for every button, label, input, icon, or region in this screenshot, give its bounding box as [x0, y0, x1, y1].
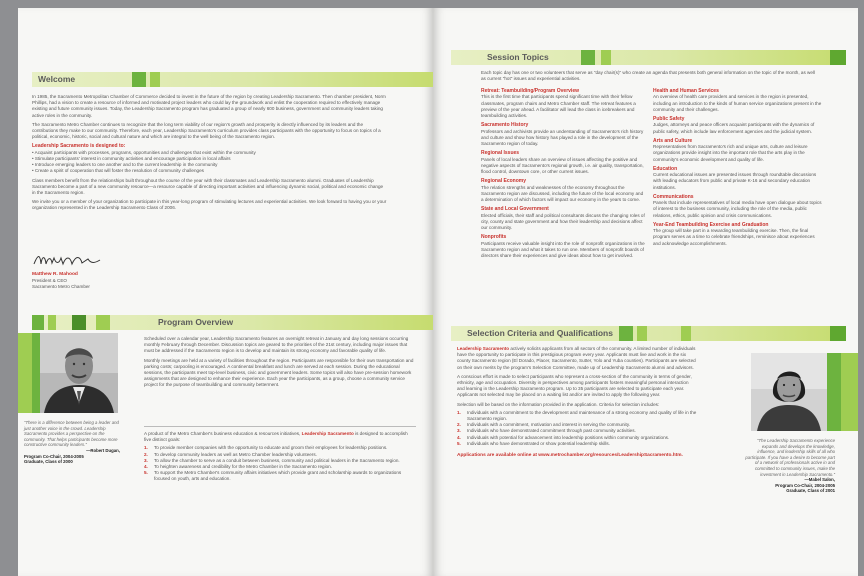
left-page	[18, 8, 433, 576]
program-header-bar	[32, 315, 433, 330]
program-goals	[144, 431, 416, 483]
criteria-text: Individuals who have demonstrated or show potential leadership skills.	[467, 440, 610, 446]
robert-dugan-photo	[40, 333, 118, 413]
goal-text: To support the Metro Chamber's community affairs initiatives which provide grant and scholarship awards to organizations focused on youth, arts and education.	[154, 470, 402, 482]
goal-text: To allow the chamber to serve as a conduit between business, community and political leaders in the Sacramento region.	[154, 457, 400, 463]
topic-text: The relation strengths and weaknesses of the economy throughout the Sacramento region are discussed, including the future of the local economy and a determination of which factors will impact our economy in the years to come.	[481, 184, 644, 203]
topic-text: This is the first time that participants spend significant time with their fellow classmates, program chairs and Metro Chamber staff. The retreat features a preview of the year ahead. A facilitator will lead the class in icebreakers and teambuilding activities.	[481, 94, 636, 119]
goal-text: To heighten awareness and credibility for the Metro Chamber in the Sacramento region.	[154, 464, 332, 470]
goals-intro-b: Leadership Sacramento	[301, 431, 354, 436]
goal-item: 2. To develop community leaders as well as Metro Chamber leadership volunteers.	[144, 451, 317, 457]
session-header-bar	[451, 50, 846, 65]
welcome-header-bar	[32, 72, 433, 87]
welcome-body	[32, 94, 387, 215]
right-page	[433, 8, 858, 576]
topic-text: Elected officials, their staff and political consultants discuss the changing roles of city, county and state government and how their leadership and decisions affect our community.	[481, 212, 645, 231]
topic-text: An overview of health care providers and services in the region is presented, including an introduction to the kinds of human service organizations present in the community and their challenges.	[653, 94, 822, 112]
goals-intro	[144, 431, 416, 443]
criteria-text: Individuals with a commitment to the development and maintenance of a strong economy and quality of life in the Sacramento region.	[467, 409, 697, 422]
goal-item: 3. To allow the chamber to serve as a conduit between business, community and political leaders in the Sacramento region.	[144, 457, 400, 463]
topic-text: Current educational issues are presented issues through roundtable discussions with leading educators from public and private K-16 and secondary education institutions.	[653, 172, 817, 190]
signer-title: President & CEO	[32, 278, 67, 284]
program-body	[144, 336, 416, 392]
topic-text: Representatives from Sacramento's rich and unique arts, culture and leisure organizations provide insight into the important role that the arts play in the community's economic development and quality of life.	[653, 144, 808, 162]
designed-heading: Leadership Sacramento is designed to:	[32, 143, 126, 150]
topic-heading: State and Local Government	[481, 206, 549, 213]
selection-title: Selection Criteria and Qualifications	[467, 328, 613, 338]
session-intro: Each topic day has one or two volunteers that serve as "day chair(s)" who create an agenda that presents both general information on the topic of the month, as well as current "hot" issues and experiential activities.	[481, 70, 815, 82]
topic-heading: Communications	[653, 193, 694, 200]
signature-icon	[32, 252, 102, 268]
selection-paragraph: Selection will be based on the information provided in the application. Criteria for selection includes:	[457, 401, 660, 407]
session-title: Session Topics	[487, 52, 549, 62]
selection-p1-text: actively solicits applicants from all sectors of the community. A limited number of individuals have the opportunity to participate in this prestigious program every year. Applicants must live and work in the six county Sacramento region (El Dorado, Placer, Sacramento, Sutter, Yolo and Yuba counties). Participants are selected on their own merits by the program's Selection Committee, made up of Leadership Sacramento alumni and advisors.	[457, 346, 696, 370]
mabel-salon-quote	[745, 438, 835, 494]
topic-heading: Health and Human Services	[653, 88, 719, 94]
welcome-paragraph: The Sacramento Metro Chamber continues to recognize that the long term viability of our region's growth and prosperity is directly influenced by its leaders and the contributions they make to our community. Therefore, each year, Leadership Sacramento's curriculum provides class participants with the opportunity to focus on topics of a political, economic, historic, social and cultural nature and which are integral to the well being of the Sacramento region.	[32, 121, 381, 140]
program-title: Program Overview	[158, 317, 234, 327]
goal-text: To provide member companies with the opportunity to educate and groom their employees for leadership positions.	[154, 445, 388, 451]
criteria-item: 1. Individuals with a commitment to the development and maintenance of a strong economy and quality of life in the Sacramento region.	[457, 409, 697, 422]
welcome-title: Welcome	[38, 74, 76, 84]
topic-heading: Arts and Culture	[653, 137, 693, 144]
topic-text: Panels of local leaders share an overview of issues affecting the positive and negative aspects of Sacramento's regional growth, i.e. air quality, transportation, flood control, downtown core, or other current issues.	[481, 156, 644, 175]
selection-header-bar	[451, 326, 846, 341]
goal-text: To develop community leaders as well as Metro Chamber leadership volunteers.	[154, 451, 317, 457]
designed-bullet: • Stimulate participants' interest in community activities and encourage participation in local affairs	[32, 156, 231, 162]
quote-class: Graduate, Class of 2000	[24, 459, 73, 465]
topic-heading: Regional Economy	[481, 178, 527, 185]
designed-bullet: • Introduce emerging leaders to one another and to the current leadership in the community	[32, 162, 218, 168]
criteria-text: Individuals with a commitment, motivation and interest in serving the community.	[467, 422, 631, 428]
signer-block	[32, 272, 232, 291]
welcome-paragraph: In 1985, the Sacramento Metropolitan Chamber of Commerce decided to invest in the future of the region by creating Leadership Sacramento. Then chamber president, Norm Phillips, had a vision to create a resource of informed and motivated project leaders who could lay the groundwork and enlist the cooperation required to effectively manage existing and future community issues. Today, the Leadership Sacramento program has graduated a group of nearly 600 business, government and community leaders taking active roles in the community.	[32, 94, 386, 118]
topic-heading: Retreat: Teambuilding/Program Overview	[481, 88, 579, 94]
topic-heading: Public Safety	[653, 116, 685, 123]
signer-org: Sacramento Metro Chamber	[32, 284, 90, 290]
selection-body	[457, 346, 697, 462]
goal-item: 1. To provide member companies with the opportunity to educate and groom their employees for leadership positions.	[144, 445, 388, 451]
mabel-salon-photo	[751, 353, 827, 431]
session-topics-right	[653, 88, 823, 250]
topic-heading: Sacramento History	[481, 122, 529, 129]
goal-item: 4. To heighten awareness and credibility for the Metro Chamber in the Sacramento region.	[144, 464, 332, 470]
goals-intro-c: is designed to accomplish five distinct goals:	[144, 431, 408, 443]
quote-name: —Robert Dugan,	[86, 447, 120, 453]
quote-role: Program Co-Chair, 2004-2005	[775, 482, 835, 488]
topic-text: Participants receive valuable insight into the role of nonprofit organizations in the Sacramento region and what it takes to run one. Members of nonprofit boards of directors share their experiences and give ideas about how to get involved.	[481, 240, 645, 259]
goals-intro-a: A product of the Metro Chamber's business education & resources initiatives,	[144, 431, 301, 436]
welcome-paragraph: We invite you or a member of your organization to participate in this year-long program of stimulating lectures and experiential activities. We look forward to having you or your organization represented in the Leadership Sacramento Class of 2006.	[32, 199, 387, 211]
designed-bullet: • Create a spirit of cooperation that will foster the resolution of community challenges	[32, 168, 204, 174]
quote-text: "The Leadership Sacramento experience expands and develops the knowledge, influence, and leadership skills of all who participate. If you have a desire to become part of a network of professionals active in and committed to community issues, make the investment in Leadership Sacramento."	[745, 438, 835, 477]
topic-text: Panels that include representatives of local media have open dialogue about topics of interest to the business community, including the role of the media, public relations, ethics, public opinion and crisis communications.	[653, 200, 822, 218]
criteria-text: Individuals who have demonstrated commitment through past community activities.	[467, 428, 636, 434]
topic-text: Judges, attorneys and peace officers acquaint participants with the dynamics of public safety, which include law enforcement agencies and the judicial system.	[653, 122, 815, 134]
topic-heading: Education	[653, 165, 678, 172]
criteria-item: 3. Individuals who have demonstrated commitment through past community activities.	[457, 428, 636, 434]
quote-name: —Mabel Salon,	[804, 477, 835, 483]
selection-paragraph	[457, 346, 697, 371]
selection-paragraph: A conscious effort is made to select participants who represent a cross-section of the community in terms of gender, ethnicity, age and occupation. Diversity in perspectives among participants fosters meaningful personal interaction and learning in the Leadership Sacramento program. Up to 35 participants are selected to participate each year. Applicants not selected may be placed on a waiting list and/or are invited to apply the following year.	[457, 373, 692, 398]
welcome-paragraph: Class members benefit from the relationships built throughout the course of the year with their classmates and Leadership Sacramento alumni. Graduates of Leadership Sacramento become a part of a new community resource—a resource capable of directing important activities and influencing dynamic social, political and economic change in the Sacramento region.	[32, 177, 384, 196]
topic-text: Professors and archivists provide an understanding of Sacramento's rich history and culture and show how history has played a role in the development of the Sacramento region of today.	[481, 128, 644, 147]
criteria-item: 2. Individuals with a commitment, motivation and interest in serving the community.	[457, 422, 631, 428]
criteria-text: Individuals with potential for advancement into leadership positions within community organizations.	[467, 434, 670, 440]
designed-bullet: • Acquaint participants with processes, programs, opportunities and challenges that exist within the community	[32, 149, 256, 155]
signature	[32, 252, 102, 271]
goal-item: 5. To support the Metro Chamber's community affairs initiatives which provide grant and scholarship awards to organizations focused on youth, arts and education.	[144, 470, 416, 482]
topic-heading: Year-End Teambuilding Exercise and Graduation	[653, 221, 769, 228]
criteria-item: 4. Individuals with potential for advancement into leadership positions within community organizations.	[457, 434, 670, 440]
robert-dugan-quote	[24, 420, 120, 465]
signer-name: Matthew R. Mahood	[32, 272, 78, 277]
program-paragraph: Monthly meetings are held at a variety of facilities throughout the region. Participants are responsible for their own transportation and parking costs; carpooling is encouraged. A continental breakfast and lunch are served at each session. During the educational sessions, the participants meet top-level business, civic and government leaders. Some topics will also have pre-session homework assignments that are designed to enhance their experience. Each year the participants, as a group, choose a community service project for the purpose of teambuilding and community betterment.	[144, 357, 414, 388]
topic-heading: Regional Issues	[481, 150, 520, 157]
application-link[interactable]: Applications are available online at www.metrochamber.org/resources/LeadershipSacramento.htm.	[457, 453, 683, 459]
program-paragraph: Scheduled over a calendar year, Leadership Sacramento features an overnight retreat in January and day long sessions occurring monthly February through December. Discussion topics are geared to the priorities of the 21st century, including major issues that must be addressed if the Sacramento region is to develop and maintain its strong economy and favorable quality of life.	[144, 336, 409, 354]
topic-text: The group will take part in a rewarding teambuilding exercise. Then, the final program serves as a time to celebrate friendships, reminisce about experiences and acknowledge accomplishments.	[653, 228, 815, 246]
selection-program-name: Leadership Sacramento	[457, 346, 510, 351]
criteria-item: 5. Individuals who have demonstrated or show potential leadership skills.	[457, 440, 610, 446]
quote-text: "There is a difference between being a leader and just another voice in the crowd. Leadership Sacramento provides a perspective on the community. That helps participants become more constructive community leaders."	[24, 420, 119, 448]
quote-role: Program Co-Chair, 2004-2005	[24, 453, 84, 459]
topic-heading: Nonprofits	[481, 234, 507, 241]
quote-class: Graduate, Class of 2001	[786, 488, 835, 494]
session-topics-left	[481, 88, 646, 262]
